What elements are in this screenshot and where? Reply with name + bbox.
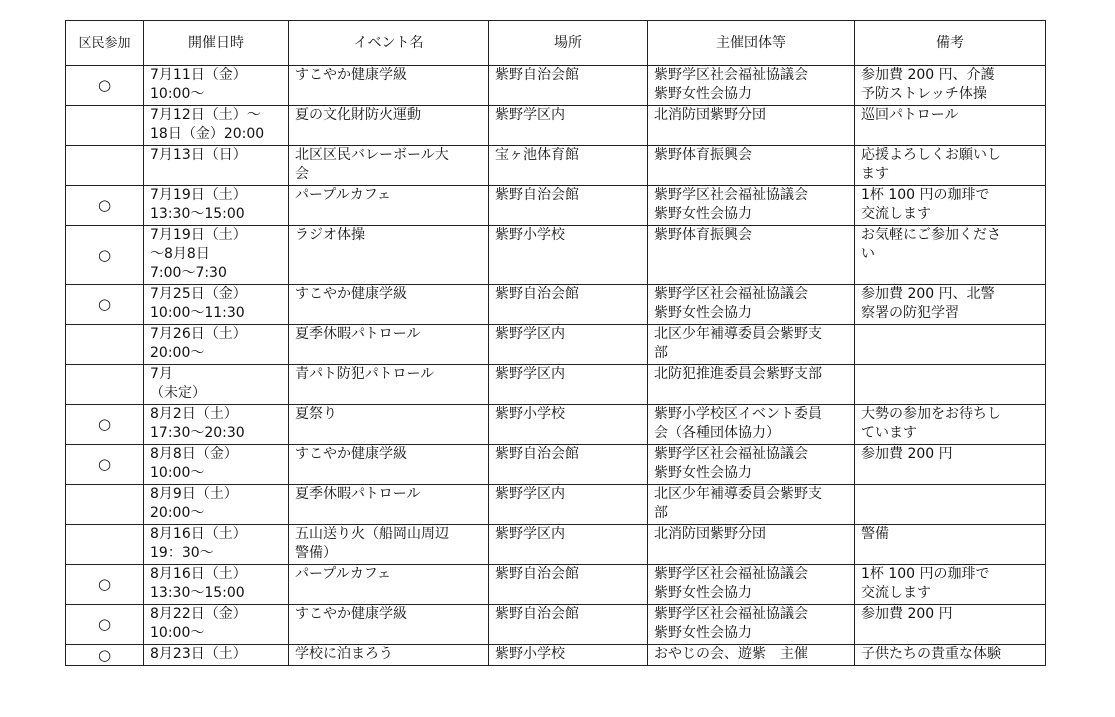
- cell-text-line: 8月23日（土）: [150, 646, 247, 662]
- participation-mark-cell: [66, 146, 144, 186]
- place-cell: [489, 365, 648, 405]
- event-schedule-table: [65, 20, 1046, 666]
- notes-cell: [855, 405, 1046, 445]
- datetime-cell: [144, 405, 289, 445]
- notes-cell: [855, 186, 1046, 226]
- cell-text-line: 紫野学区社会福祉協議会: [654, 566, 808, 582]
- table-row: [66, 485, 1046, 525]
- table-row: [66, 565, 1046, 605]
- event-name-cell: [289, 565, 489, 605]
- place-cell: [489, 285, 648, 325]
- event-name-cell: [289, 645, 489, 666]
- cell-text-line: 紫野自治会館: [495, 67, 579, 83]
- organizer-cell: [648, 565, 855, 605]
- table-row: [66, 365, 1046, 405]
- cell-text-line: 紫野女性会協力: [654, 86, 752, 102]
- cell-text-line: ます: [861, 166, 889, 182]
- cell-text-line: 北防犯推進委員会紫野支部: [654, 366, 822, 382]
- cell-text-line: 7月13日（日）: [150, 147, 247, 163]
- cell-text-line: 子供たちの貴重な体験: [861, 646, 1001, 662]
- datetime-cell: [144, 186, 289, 226]
- cell-text-line: 13:30～15:00: [150, 585, 245, 601]
- cell-text-line: 20:00～: [150, 505, 205, 521]
- cell-text-line: 10:00～: [150, 465, 205, 481]
- cell-text-line: 紫野女性会協力: [654, 305, 752, 321]
- organizer-cell: [648, 485, 855, 525]
- cell-text-line: すこやか健康学級: [295, 286, 407, 302]
- organizer-cell: [648, 285, 855, 325]
- datetime-cell: [144, 146, 289, 186]
- organizer-cell: [648, 106, 855, 146]
- cell-text-line: 紫野女性会協力: [654, 585, 752, 601]
- event-name-cell: [289, 146, 489, 186]
- cell-text-line: 北消防団紫野分団: [654, 107, 766, 123]
- organizer-cell: [648, 365, 855, 405]
- notes-cell: [855, 485, 1046, 525]
- cell-text-line: 北区少年補導委員会紫野支: [654, 326, 822, 342]
- cell-text-line: 五山送り火（船岡山周辺: [295, 526, 449, 542]
- cell-text-line: 紫野学区内: [495, 366, 565, 382]
- participation-mark-cell: [66, 325, 144, 365]
- place-cell: [489, 186, 648, 226]
- cell-text-line: 紫野学区社会福祉協議会: [654, 606, 808, 622]
- cell-text-line: パープルカフェ: [295, 187, 392, 203]
- datetime-cell: [144, 445, 289, 485]
- cell-text-line: 参加費 200 円: [861, 606, 953, 622]
- organizer-cell: [648, 146, 855, 186]
- cell-text-line: 紫野女性会協力: [654, 206, 752, 222]
- cell-text-line: 予防ストレッチ体操: [861, 86, 987, 102]
- cell-text-line: 10:00～: [150, 625, 205, 641]
- participation-mark-cell: ○: [66, 645, 144, 666]
- cell-text-line: 7月25日（金）: [150, 286, 247, 302]
- cell-text-line: 紫野学区社会福祉協議会: [654, 67, 808, 83]
- header-event-name: イベント名: [289, 21, 489, 66]
- cell-text-line: 8月2日（土）: [150, 406, 238, 422]
- cell-text-line: すこやか健康学級: [295, 67, 407, 83]
- datetime-cell: [144, 605, 289, 645]
- participation-mark-cell: ○: [66, 186, 144, 226]
- cell-text-line: 7月19日（土）: [150, 187, 247, 203]
- notes-cell: [855, 66, 1046, 106]
- cell-text-line: 17:30～20:30: [150, 425, 245, 441]
- cell-text-line: 8月16日（土）: [150, 566, 247, 582]
- place-cell: [489, 66, 648, 106]
- cell-text-line: 7月12日（土）～: [150, 107, 261, 123]
- place-cell: [489, 226, 648, 285]
- cell-text-line: 紫野女性会協力: [654, 465, 752, 481]
- cell-text-line: 部: [654, 505, 668, 521]
- cell-text-line: 紫野学区社会福祉協議会: [654, 446, 808, 462]
- cell-text-line: 7月11日（金）: [150, 67, 247, 83]
- notes-cell: [855, 525, 1046, 565]
- datetime-cell: [144, 226, 289, 285]
- event-name-cell: [289, 285, 489, 325]
- cell-text-line: 北区少年補導委員会紫野支: [654, 486, 822, 502]
- table-row: [66, 146, 1046, 186]
- cell-text-line: 20:00～: [150, 345, 205, 361]
- cell-text-line: 夏季休暇パトロール: [295, 326, 421, 342]
- place-cell: [489, 645, 648, 666]
- cell-text-line: 青パト防犯パトロール: [295, 366, 435, 382]
- cell-text-line: 紫野体育振興会: [654, 227, 752, 243]
- table-row: [66, 325, 1046, 365]
- cell-text-line: ～8月8日: [150, 246, 210, 262]
- cell-text-line: 10:00～: [150, 86, 205, 102]
- place-cell: [489, 106, 648, 146]
- notes-cell: [855, 226, 1046, 285]
- cell-text-line: い: [861, 246, 875, 262]
- cell-text-line: 紫野小学校: [495, 646, 565, 662]
- cell-text-line: 夏祭り: [295, 406, 337, 422]
- header-datetime: 開催日時: [144, 21, 289, 66]
- cell-text-line: 紫野自治会館: [495, 187, 579, 203]
- organizer-cell: [648, 66, 855, 106]
- datetime-cell: [144, 325, 289, 365]
- event-name-cell: [289, 405, 489, 445]
- cell-text-line: 会: [295, 166, 309, 182]
- cell-text-line: 巡回パトロール: [861, 107, 959, 123]
- participation-mark-cell: ○: [66, 405, 144, 445]
- place-cell: [489, 565, 648, 605]
- table-row: [66, 645, 1046, 666]
- cell-text-line: 1杯 100 円の珈琲で: [861, 187, 990, 203]
- notes-cell: [855, 325, 1046, 365]
- datetime-cell: [144, 365, 289, 405]
- cell-text-line: 8月9日（土）: [150, 486, 238, 502]
- cell-text-line: 部: [654, 345, 668, 361]
- cell-text-line: 大勢の参加をお待ちし: [861, 406, 1001, 422]
- cell-text-line: 10:00～11:30: [150, 305, 245, 321]
- cell-text-line: 紫野学区社会福祉協議会: [654, 286, 808, 302]
- table-row: [66, 285, 1046, 325]
- event-name-cell: [289, 525, 489, 565]
- organizer-cell: [648, 525, 855, 565]
- place-cell: [489, 485, 648, 525]
- event-name-cell: [289, 605, 489, 645]
- cell-text-line: 紫野学区内: [495, 526, 565, 542]
- cell-text-line: 13:30～15:00: [150, 206, 245, 222]
- place-cell: [489, 605, 648, 645]
- cell-text-line: 紫野小学校: [495, 227, 565, 243]
- cell-text-line: ラジオ体操: [295, 227, 365, 243]
- organizer-cell: [648, 226, 855, 285]
- cell-text-line: 会（各種団体協力）: [654, 425, 780, 441]
- event-name-cell: [289, 186, 489, 226]
- cell-text-line: 宝ヶ池体育館: [495, 147, 579, 163]
- event-name-cell: [289, 106, 489, 146]
- header-notes: 備考: [855, 21, 1046, 66]
- event-name-cell: [289, 365, 489, 405]
- cell-text-line: 8月22日（金）: [150, 606, 247, 622]
- place-cell: [489, 146, 648, 186]
- organizer-cell: [648, 405, 855, 445]
- place-cell: [489, 525, 648, 565]
- cell-text-line: 紫野学区内: [495, 326, 565, 342]
- cell-text-line: 紫野学区内: [495, 486, 565, 502]
- organizer-cell: [648, 186, 855, 226]
- place-cell: [489, 445, 648, 485]
- notes-cell: [855, 285, 1046, 325]
- notes-cell: [855, 365, 1046, 405]
- table-body: [66, 66, 1046, 666]
- datetime-cell: [144, 565, 289, 605]
- datetime-cell: [144, 66, 289, 106]
- event-name-cell: [289, 325, 489, 365]
- cell-text-line: 紫野自治会館: [495, 446, 579, 462]
- cell-text-line: 夏の文化財防火運動: [295, 107, 421, 123]
- participation-mark-cell: ○: [66, 226, 144, 285]
- participation-mark-cell: ○: [66, 565, 144, 605]
- place-cell: [489, 405, 648, 445]
- cell-text-line: 交流します: [861, 206, 931, 222]
- cell-text-line: 北消防団紫野分団: [654, 526, 766, 542]
- cell-text-line: すこやか健康学級: [295, 446, 407, 462]
- table-row: [66, 186, 1046, 226]
- notes-cell: [855, 645, 1046, 666]
- participation-mark-cell: [66, 485, 144, 525]
- participation-mark-cell: ○: [66, 605, 144, 645]
- table-row: [66, 445, 1046, 485]
- cell-text-line: （未定）: [150, 385, 206, 401]
- cell-text-line: 警備: [861, 526, 889, 542]
- datetime-cell: [144, 645, 289, 666]
- cell-text-line: 紫野体育振興会: [654, 147, 752, 163]
- organizer-cell: [648, 445, 855, 485]
- cell-text-line: 参加費 200 円、介護: [861, 67, 995, 83]
- header-place: 場所: [489, 21, 648, 66]
- cell-text-line: 8月8日（金）: [150, 446, 238, 462]
- notes-cell: [855, 146, 1046, 186]
- table-row: [66, 66, 1046, 106]
- header-participation: 区民参加: [66, 21, 144, 66]
- notes-cell: [855, 605, 1046, 645]
- cell-text-line: 参加費 200 円、北警: [861, 286, 995, 302]
- cell-text-line: 紫野自治会館: [495, 566, 579, 582]
- cell-text-line: 紫野学区社会福祉協議会: [654, 187, 808, 203]
- cell-text-line: 7月: [150, 366, 173, 382]
- cell-text-line: 学校に泊まろう: [295, 646, 393, 662]
- participation-mark-cell: ○: [66, 66, 144, 106]
- cell-text-line: 1杯 100 円の珈琲で: [861, 566, 990, 582]
- cell-text-line: 紫野小学校区イベント委員: [654, 406, 822, 422]
- table-header-row: [66, 21, 1046, 66]
- cell-text-line: 7月19日（土）: [150, 227, 247, 243]
- cell-text-line: お気軽にご参加くださ: [861, 227, 1001, 243]
- cell-text-line: 紫野自治会館: [495, 286, 579, 302]
- participation-mark-cell: [66, 106, 144, 146]
- table-row: [66, 405, 1046, 445]
- cell-text-line: 18日（金）20:00: [150, 126, 265, 142]
- cell-text-line: 紫野自治会館: [495, 606, 579, 622]
- participation-mark-cell: ○: [66, 445, 144, 485]
- cell-text-line: ています: [861, 425, 917, 441]
- cell-text-line: 7月26日（土）: [150, 326, 247, 342]
- organizer-cell: [648, 325, 855, 365]
- event-name-cell: [289, 66, 489, 106]
- cell-text-line: おやじの会、遊紫 主催: [654, 646, 808, 662]
- datetime-cell: [144, 525, 289, 565]
- participation-mark-cell: ○: [66, 285, 144, 325]
- organizer-cell: [648, 645, 855, 666]
- event-name-cell: [289, 445, 489, 485]
- table-row: [66, 226, 1046, 285]
- cell-text-line: 8月16日（土）: [150, 526, 247, 542]
- cell-text-line: 紫野女性会協力: [654, 625, 752, 641]
- event-name-cell: [289, 226, 489, 285]
- notes-cell: [855, 106, 1046, 146]
- table-row: [66, 106, 1046, 146]
- organizer-cell: [648, 605, 855, 645]
- cell-text-line: 参加費 200 円: [861, 446, 953, 462]
- cell-text-line: 紫野学区内: [495, 107, 565, 123]
- notes-cell: [855, 565, 1046, 605]
- datetime-cell: [144, 106, 289, 146]
- cell-text-line: パープルカフェ: [295, 566, 392, 582]
- cell-text-line: 19：30～: [150, 545, 214, 561]
- cell-text-line: 応援よろしくお願いし: [861, 147, 1001, 163]
- notes-cell: [855, 445, 1046, 485]
- cell-text-line: 7:00～7:30: [150, 265, 227, 281]
- cell-text-line: 交流します: [861, 585, 931, 601]
- table-row: [66, 525, 1046, 565]
- table-row: [66, 605, 1046, 645]
- cell-text-line: 警備）: [295, 545, 337, 561]
- place-cell: [489, 325, 648, 365]
- event-name-cell: [289, 485, 489, 525]
- cell-text-line: 察署の防犯学習: [861, 305, 959, 321]
- cell-text-line: 夏季休暇パトロール: [295, 486, 421, 502]
- datetime-cell: [144, 485, 289, 525]
- participation-mark-cell: [66, 365, 144, 405]
- datetime-cell: [144, 285, 289, 325]
- header-organizer: 主催団体等: [648, 21, 855, 66]
- participation-mark-cell: [66, 525, 144, 565]
- cell-text-line: 北区区民バレーボール大: [295, 147, 449, 163]
- cell-text-line: 紫野小学校: [495, 406, 565, 422]
- cell-text-line: すこやか健康学級: [295, 606, 407, 622]
